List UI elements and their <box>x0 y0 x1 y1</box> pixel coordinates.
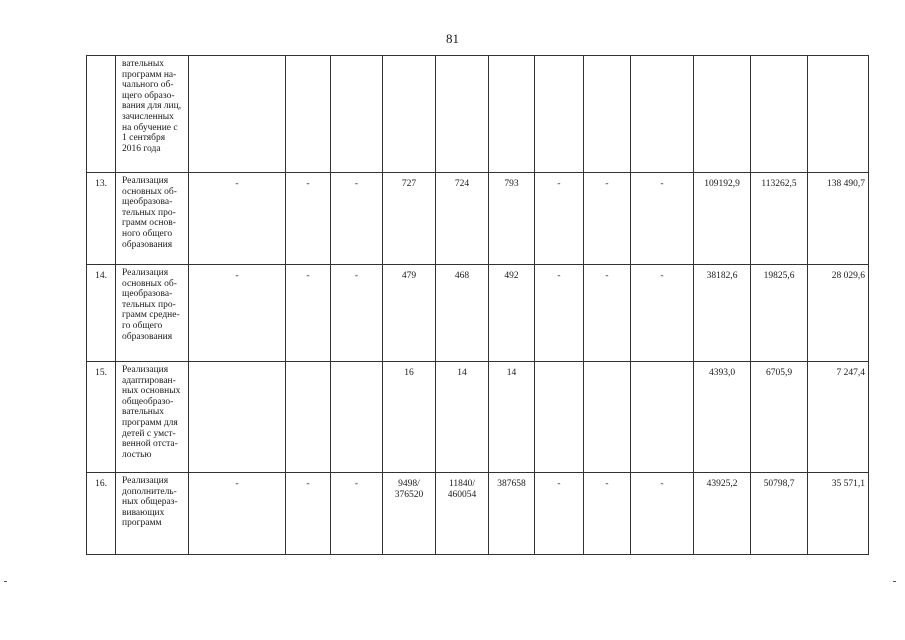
value-cell: 727 <box>383 173 436 265</box>
row-number-cell: 16. <box>87 473 116 555</box>
value-cell: 28 029,6 <box>808 265 869 362</box>
value-cell: - <box>286 473 331 555</box>
value-cell <box>535 362 584 473</box>
row-name-cell <box>116 362 189 473</box>
value-cell: 468 <box>436 265 489 362</box>
value-cell: - <box>584 473 631 555</box>
row-name-line: 1 сентября <box>122 133 166 144</box>
row-name-line: тельных про- <box>122 207 176 218</box>
row-name-line: Реализация <box>122 476 169 486</box>
row-name-cell <box>116 265 189 362</box>
row-name-line: общеобразо- <box>122 396 174 407</box>
value-cell: - <box>535 265 584 362</box>
value-cell: 9498/ 376520 <box>383 473 436 555</box>
value-cell <box>189 56 286 173</box>
row-name-line: вания для лиц, <box>122 101 182 112</box>
value-cell <box>751 56 808 173</box>
row-name-line: Реализация <box>122 365 169 375</box>
row-name-line: образования <box>122 331 173 342</box>
value-cell: 4393,0 <box>694 362 751 473</box>
value-cell: - <box>631 265 694 362</box>
value-cell: - <box>189 265 286 362</box>
value-cell: - <box>286 265 331 362</box>
value-cell: 11840/ 460054 <box>436 473 489 555</box>
value-cell: 109192,9 <box>694 173 751 265</box>
row-name-line: Реализация <box>122 176 169 186</box>
row-name-line: щеобразова- <box>122 289 173 300</box>
row-name-line: лостью <box>122 449 152 460</box>
value-cell <box>535 56 584 173</box>
row-name-line: дополнитель- <box>122 486 177 497</box>
value-cell: 793 <box>489 173 535 265</box>
value-cell: 14 <box>436 362 489 473</box>
row-name-line: основных об- <box>122 186 177 197</box>
table-row <box>87 173 869 265</box>
row-name-line: щеобразова- <box>122 197 173 208</box>
value-cell: 138 490,7 <box>808 173 869 265</box>
value-cell <box>489 56 535 173</box>
row-number-cell: 13. <box>87 173 116 265</box>
table-row <box>87 362 869 473</box>
page-number: 81 <box>446 31 459 46</box>
row-name-line: основных об- <box>122 278 177 289</box>
value-cell <box>808 56 869 173</box>
row-name-line: детей с умст- <box>122 428 176 439</box>
value-cell: 43925,2 <box>694 473 751 555</box>
value-cell: - <box>631 173 694 265</box>
table-body <box>87 56 869 555</box>
value-cell: 724 <box>436 173 489 265</box>
row-name-cell <box>116 56 189 173</box>
row-name-cell <box>116 473 189 555</box>
value-cell: 50798,7 <box>751 473 808 555</box>
row-name-line: адаптирован- <box>122 375 176 386</box>
value-cell <box>584 362 631 473</box>
data-table <box>86 55 869 555</box>
row-name-line: венной отста- <box>122 439 178 450</box>
value-cell <box>694 56 751 173</box>
value-cell: 16 <box>383 362 436 473</box>
row-name-line: ных основных <box>122 386 181 397</box>
row-name-line: вательных <box>122 407 164 418</box>
row-name-line: образования <box>122 239 173 250</box>
row-number-cell: 14. <box>87 265 116 362</box>
row-name-line: чального об- <box>122 80 174 91</box>
value-cell <box>331 362 383 473</box>
value-cell: 492 <box>489 265 535 362</box>
value-cell <box>286 56 331 173</box>
value-cell <box>189 362 286 473</box>
row-name-cell <box>116 173 189 265</box>
value-cell: - <box>331 265 383 362</box>
scan-edge-mark <box>893 581 896 582</box>
value-cell: 38182,6 <box>694 265 751 362</box>
row-name-line: грамм средне- <box>122 310 180 321</box>
value-cell: - <box>189 173 286 265</box>
value-cell: 14 <box>489 362 535 473</box>
row-name-line: вательных <box>122 59 164 69</box>
row-name-line: грамм основ- <box>122 218 176 229</box>
row-name-line: ного общего <box>122 228 173 239</box>
value-cell: - <box>331 473 383 555</box>
table-row <box>87 473 869 555</box>
value-cell: - <box>331 173 383 265</box>
value-cell <box>631 362 694 473</box>
row-name-line: программ для <box>122 417 178 428</box>
value-cell <box>286 362 331 473</box>
row-name-line: Реализация <box>122 268 169 278</box>
value-cell: - <box>631 473 694 555</box>
value-cell: 6705,9 <box>751 362 808 473</box>
value-cell: - <box>286 173 331 265</box>
value-cell: - <box>535 473 584 555</box>
scan-edge-mark <box>4 581 7 582</box>
row-name-line: на обучение с <box>122 122 178 133</box>
value-cell: 19825,6 <box>751 265 808 362</box>
value-cell <box>383 56 436 173</box>
value-cell: - <box>535 173 584 265</box>
value-cell: - <box>189 473 286 555</box>
row-name-line: 2016 года <box>122 143 161 154</box>
row-name-line: щего образо- <box>122 90 175 101</box>
row-name-line: программ на- <box>122 69 177 80</box>
value-cell: 387658 <box>489 473 535 555</box>
value-cell <box>631 56 694 173</box>
value-cell: - <box>584 265 631 362</box>
value-cell: 35 571,1 <box>808 473 869 555</box>
row-name-line: программ <box>122 518 162 529</box>
row-number-cell: 15. <box>87 362 116 473</box>
value-cell: - <box>584 173 631 265</box>
row-name-line: тельных про- <box>122 299 176 310</box>
row-name-line: ных общераз- <box>122 497 178 508</box>
value-cell <box>331 56 383 173</box>
row-name-line: вивающих <box>122 507 165 518</box>
value-cell: 479 <box>383 265 436 362</box>
value-cell <box>584 56 631 173</box>
table-row <box>87 265 869 362</box>
table-row <box>87 56 869 173</box>
row-name-line: зачисленных <box>122 111 174 122</box>
value-cell <box>436 56 489 173</box>
value-cell: 7 247,4 <box>808 362 869 473</box>
row-number-cell <box>87 56 116 173</box>
row-name-line: го общего <box>122 320 163 331</box>
value-cell: 113262,5 <box>751 173 808 265</box>
